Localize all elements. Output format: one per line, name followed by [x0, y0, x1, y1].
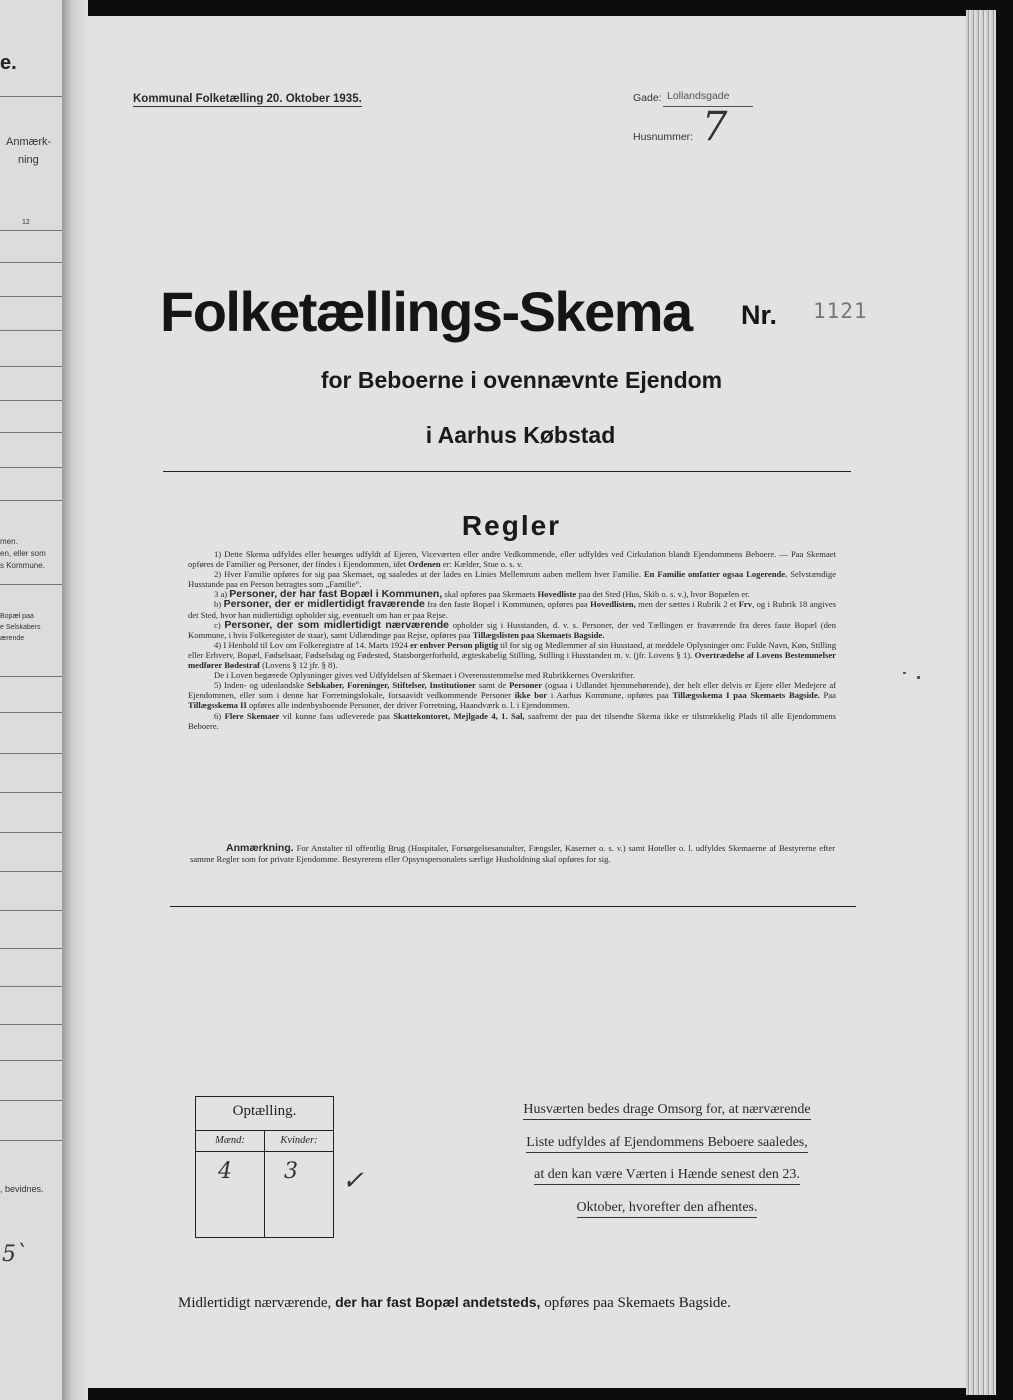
annotation-label: Anmærkning.	[226, 842, 294, 854]
count-box	[195, 1096, 334, 1238]
form-subtitle-2: i Aarhus Købstad	[425, 422, 616, 448]
census-title: Kommunal Folketælling 20. Oktober 1935.	[133, 93, 362, 105]
left-text-3: s Kommune.	[0, 561, 45, 570]
annotation-text: For Anstalter til offentlig Brug (Hospitaler, Forsørgelsesanstalter, Fængsler, Kaserner o. s. v.) samt Hoteller o. l. udfyldes Skemaerne af Bestyrerne efter samme Regler som for private Ejendomme. Bestyrerens eller Opsynspersonalets særlige Husholdning skal opføres for sig.	[190, 843, 835, 864]
left-column-number: 12	[22, 219, 30, 226]
footer-line	[178, 1294, 731, 1312]
house-number-label: Husnummer:	[633, 131, 694, 143]
left-handwritten-mark: 5`	[2, 1242, 27, 1267]
rule-6: 6) Flere Skemaer vil kunne faas udleverede paa Skattekontoret, Mejlgade 4, 1. Sal, saafremt der paa det tilsendte Skema ikke er tilstrækkelig Plads til alle Ejendommens Beboere.	[188, 710, 837, 731]
men-label: Mænd:	[215, 1135, 245, 1146]
rule-4-cont: De i Loven begærede Oplysninger gives ved Udfyldelsen af Skemaet i Overensstemmelse med Rubrikkernes Overskrifter.	[214, 670, 635, 681]
left-text-1: men.	[0, 537, 18, 546]
footer-text-c: opføres paa Skemaets Bagside.	[544, 1295, 731, 1311]
book-spine	[62, 0, 88, 1400]
check-mark: ✓	[342, 1166, 364, 1196]
speck	[903, 672, 906, 674]
rule-4: 4) I Henhold til Lov om Folkeregistre af 14. Marts 1924 er enhver Person pligtig til for sig og Medlemmer af sin Husstand, at meddele Oplysninger om: Fulde Navn, Køn, Stilling eller Erhverv, Bopæl, Fødselsaar, Fødselsdag og Fødested, Statsborgerforhold, ægteskabelig Stilling, Stilling i Husstanden m. v. (jfr. Lovens § 1). Overtrædelse af Lovens Bestemmelser medfører Bødestraf (Lovens § 12 jfr. § 8).	[188, 639, 837, 671]
count-box-title: Optælling.	[232, 1103, 297, 1119]
landlord-note-line-3: at den kan være Værten i Hænde senest den 23.	[534, 1166, 800, 1185]
left-text-5: e Selskabers	[0, 624, 41, 631]
street-label: Gade:	[633, 92, 662, 104]
street-value: Lollandsgade	[667, 90, 730, 102]
house-number-value: 7	[702, 104, 728, 150]
form-subtitle-1: for Beboerne i ovennævnte Ejendom	[320, 367, 723, 393]
left-column-label-2: ning	[18, 154, 39, 166]
rules-heading: Regler	[461, 510, 562, 541]
speck	[917, 676, 920, 679]
rule-3c: c) Personer, der som midlertidigt nærværende opholder sig i Husstanden, d. v. s. Personer, der ved Tællingen er fraværende fra deres faste Bopæl (den Kommune, i hvis Folkeregister de staar), samt Udlændinge paa Rejse, opføres paa Tillægslisten paa Skemaets Bagside.	[188, 618, 836, 640]
left-text-6: ærende	[0, 635, 25, 642]
left-column-label-1: Anmærk-	[6, 136, 52, 148]
form-title: Folketællings-Skema	[160, 280, 692, 343]
landlord-note	[497, 1094, 837, 1224]
annotation-note	[190, 843, 835, 865]
footer-text-a: Midlertidigt nærværende,	[178, 1295, 332, 1311]
women-label: Kvinder:	[280, 1135, 318, 1146]
rule-2: 2) Hver Familie opføres for sig paa Skemaet, og saaledes at der lades en Linies Mellemrum aaben mellem hver Familie. En Familie omfatter ogsaa Logerende. Selvstændige Husstande paa en Person betragtes som „Familie“.	[188, 569, 837, 590]
landlord-note-line-1: Husværten bedes drage Omsorg for, at nærværende	[523, 1101, 810, 1120]
left-text-7: , bevidnes.	[0, 1184, 44, 1194]
rule-3a: 3 a) Personer, der har fast Bopæl i Kommunen, skal opføres paa Skemaets Hovedliste paa det Sted (Hus, Skib o. s. v.), hvor Bopælen er.	[214, 588, 750, 601]
left-page-fragment	[0, 0, 70, 1400]
rule-1: 1) Dette Skema udfyldes eller besørges udfyldt af Ejeren, Viceværten eller andre Vedkommende, eller udfyldes ved Cirkulation blandt Ejendommens Beboere. — Paa Skemaet opføres de Familier og Personer, der findes i Ejendommen, idet Ordenen er: Kælder, Stue o. s. v.	[188, 549, 836, 570]
form-number-value: 1121	[813, 299, 868, 323]
rule-5: 5) Inden- og udenlandske Selskaber, Foreninger, Stiftelser, Institutioner samt de Personer (ogsaa i Udlandet hjemmehørende), der helt eller delvis er Ejere eller Medejere af Ejendommen, eller som i denne har Forretningslokale, forsaavidt vedkommende Personer ikke bor i Aarhus Kommune, opføres paa Tillægsskema I paa Skemaets Bagside. Paa Tillægsskema II opføres alle indenbysboende Personer, der driver Forretning, Haandværk o. l. i Ejendommen.	[188, 680, 837, 711]
form-number-label: Nr.	[741, 300, 778, 330]
men-count: 4	[218, 1159, 232, 1184]
left-heading-fragment: e.	[0, 52, 17, 74]
landlord-note-line-2: Liste udfyldes af Ejendommens Beboere saaledes,	[526, 1134, 807, 1153]
women-count: 3	[284, 1159, 298, 1184]
left-text-4: Bopæl paa	[0, 613, 34, 620]
rules-text	[188, 549, 836, 731]
landlord-note-line-4: Oktober, hvorefter den afhentes.	[577, 1199, 758, 1218]
page-edge-stack	[966, 10, 996, 1395]
footer-text-b: der har fast Bopæl andetsteds,	[335, 1294, 541, 1310]
rule-3b: b) Personer, der er midlertidigt fraværende fra den faste Bopæl i Kommunen, opføres paa Hovedlisten, men der sættes i Rubrik 2 et Frv, og i Rubrik 18 angives det Sted, hvor han midlertidigt opholder sig, eventuelt om han er paa Rejse.	[188, 598, 837, 620]
left-text-2: en, eller som	[0, 549, 46, 558]
